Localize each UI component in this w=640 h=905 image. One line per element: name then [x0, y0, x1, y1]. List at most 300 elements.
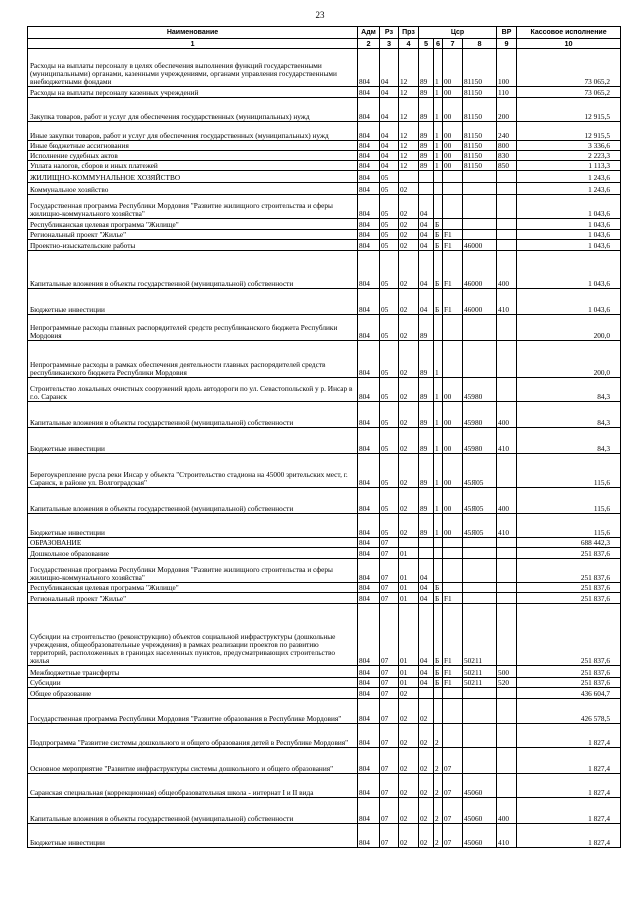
row-vr: 830 — [497, 151, 517, 161]
row-name: Капитальные вложения в объекты государственной (муниципальной) собственности — [28, 251, 358, 289]
row-prz: 12 — [399, 151, 419, 161]
row-prz: 01 — [399, 604, 419, 666]
row-csr-direction — [463, 688, 497, 699]
row-name: Капитальные вложения в объекты государственной (муниципальной) собственности — [28, 402, 358, 428]
row-csr-event — [443, 538, 463, 548]
row-amount: 84,3 — [517, 378, 621, 402]
row-name: Коммунальное хозяйство — [28, 183, 358, 195]
row-csr-subprogram — [434, 688, 443, 699]
row-prz: 01 — [399, 678, 419, 688]
row-vr: 520 — [497, 678, 517, 688]
row-csr-subprogram — [434, 548, 443, 559]
row-csr-subprogram: 1 — [434, 402, 443, 428]
table-row — [28, 699, 621, 724]
row-csr-subprogram: 2 — [434, 748, 443, 774]
table-row — [28, 824, 621, 848]
row-amount: 200,0 — [517, 341, 621, 378]
row-rz: 07 — [380, 824, 399, 848]
row-prz: 12 — [399, 122, 419, 141]
table-row — [28, 122, 621, 141]
column-number: 9 — [497, 39, 517, 49]
row-amount: 688 442,3 — [517, 538, 621, 548]
row-name: Региональный проект "Жилье" — [28, 593, 358, 604]
row-vr — [497, 724, 517, 748]
row-csr-event: 07 — [443, 824, 463, 848]
row-name: Общее образование — [28, 688, 358, 699]
row-prz: 02 — [399, 289, 419, 315]
row-prz: 01 — [399, 593, 419, 604]
table-row — [28, 678, 621, 688]
row-name: Основное мероприятие "Развитие инфраструктуры системы дошкольного и общего образования" — [28, 748, 358, 774]
column-number: 7 — [443, 39, 463, 49]
row-csr-direction: 46000 — [463, 251, 497, 289]
row-csr-subprogram: Б — [434, 583, 443, 593]
row-amount: 251 837,6 — [517, 583, 621, 593]
row-adm: 804 — [358, 538, 380, 548]
table-row — [28, 559, 621, 583]
row-name: Субсидии — [28, 678, 358, 688]
row-rz: 07 — [380, 593, 399, 604]
row-adm: 804 — [358, 514, 380, 538]
row-csr-direction — [463, 559, 497, 583]
row-csr-program: 89 — [419, 98, 434, 122]
row-prz: 02 — [399, 514, 419, 538]
column-number-row — [28, 39, 621, 49]
row-rz: 05 — [380, 240, 399, 251]
row-vr: 410 — [497, 514, 517, 538]
row-csr-program: 89 — [419, 315, 434, 341]
row-rz: 05 — [380, 488, 399, 514]
row-name: Исполнение судебных актов — [28, 151, 358, 161]
row-vr — [497, 688, 517, 699]
row-csr-event — [443, 688, 463, 699]
column-number: 8 — [463, 39, 497, 49]
row-csr-program: 02 — [419, 774, 434, 798]
row-csr-subprogram: 1 — [434, 341, 443, 378]
row-amount: 84,3 — [517, 402, 621, 428]
budget-table — [27, 26, 621, 848]
row-csr-direction: 45980 — [463, 378, 497, 402]
row-name: Дошкольное образование — [28, 548, 358, 559]
row-rz: 04 — [380, 49, 399, 87]
row-csr-event: 00 — [443, 454, 463, 488]
row-rz: 07 — [380, 688, 399, 699]
table-row — [28, 402, 621, 428]
row-csr-event: F1 — [443, 593, 463, 604]
row-csr-subprogram: 2 — [434, 724, 443, 748]
row-adm: 804 — [358, 315, 380, 341]
row-csr-event: F1 — [443, 240, 463, 251]
table-row — [28, 315, 621, 341]
row-amount: 84,3 — [517, 428, 621, 454]
row-amount: 1 043,6 — [517, 289, 621, 315]
row-csr-event — [443, 315, 463, 341]
row-name: Субсидии на строительство (реконструкцию) объектов социальной инфраструктуры (дошкольные учреждения, общеобразовательные учреждения) в рамках реализации проектов по развитию территорий, расположенных в границах населенных пунктов, предусматривающих строительство жилья — [28, 604, 358, 666]
row-csr-direction: 45Я05 — [463, 488, 497, 514]
row-csr-program: 04 — [419, 251, 434, 289]
row-vr: 400 — [497, 402, 517, 428]
row-rz: 05 — [380, 219, 399, 230]
row-vr — [497, 699, 517, 724]
row-adm: 804 — [358, 161, 380, 171]
row-vr — [497, 219, 517, 230]
column-number: 6 — [434, 39, 443, 49]
row-rz: 07 — [380, 798, 399, 824]
row-vr: 400 — [497, 798, 517, 824]
row-rz: 07 — [380, 538, 399, 548]
row-csr-event: 00 — [443, 98, 463, 122]
row-name: ЖИЛИЩНО-КОММУНАЛЬНОЕ ХОЗЯЙСТВО — [28, 171, 358, 183]
table-row — [28, 195, 621, 219]
row-amount: 1 043,6 — [517, 219, 621, 230]
table-row — [28, 688, 621, 699]
row-amount: 2 223,3 — [517, 151, 621, 161]
row-amount: 426 578,5 — [517, 699, 621, 724]
row-csr-subprogram: 1 — [434, 87, 443, 98]
header-rz: Рз — [380, 27, 399, 39]
row-name: Расходы на выплаты персоналу казенных учреждений — [28, 87, 358, 98]
row-amount: 3 336,6 — [517, 141, 621, 151]
row-csr-direction — [463, 183, 497, 195]
row-csr-event: 00 — [443, 428, 463, 454]
row-amount: 251 837,6 — [517, 678, 621, 688]
row-csr-event: 00 — [443, 141, 463, 151]
row-csr-program: 89 — [419, 514, 434, 538]
table-row — [28, 593, 621, 604]
row-amount: 12 915,5 — [517, 122, 621, 141]
row-csr-event: F1 — [443, 289, 463, 315]
table-row — [28, 151, 621, 161]
row-csr-subprogram — [434, 315, 443, 341]
row-adm: 804 — [358, 559, 380, 583]
row-csr-direction — [463, 219, 497, 230]
row-csr-program — [419, 183, 434, 195]
row-amount: 1 827,4 — [517, 824, 621, 848]
row-prz: 02 — [399, 748, 419, 774]
row-csr-program: 04 — [419, 583, 434, 593]
row-vr: 410 — [497, 289, 517, 315]
row-csr-event: 00 — [443, 161, 463, 171]
row-amount: 1 043,6 — [517, 230, 621, 240]
row-csr-program: 89 — [419, 378, 434, 402]
row-adm: 804 — [358, 583, 380, 593]
row-adm: 804 — [358, 688, 380, 699]
row-name: Бюджетные инвестиции — [28, 824, 358, 848]
row-csr-subprogram: 1 — [434, 378, 443, 402]
row-adm: 804 — [358, 724, 380, 748]
row-prz: 01 — [399, 548, 419, 559]
row-csr-event: 00 — [443, 151, 463, 161]
row-rz: 07 — [380, 548, 399, 559]
row-rz: 05 — [380, 454, 399, 488]
row-csr-direction — [463, 724, 497, 748]
row-name: Бюджетные инвестиции — [28, 289, 358, 315]
table-row — [28, 428, 621, 454]
row-csr-direction — [463, 315, 497, 341]
row-rz: 07 — [380, 724, 399, 748]
row-vr — [497, 774, 517, 798]
row-csr-subprogram — [434, 699, 443, 724]
row-csr-event: F1 — [443, 678, 463, 688]
table-row — [28, 240, 621, 251]
row-adm: 804 — [358, 666, 380, 678]
row-csr-program: 89 — [419, 87, 434, 98]
row-adm: 804 — [358, 824, 380, 848]
row-csr-program: 04 — [419, 678, 434, 688]
row-amount: 12 915,5 — [517, 98, 621, 122]
row-csr-program: 04 — [419, 240, 434, 251]
row-csr-program: 04 — [419, 230, 434, 240]
row-csr-subprogram: Б — [434, 678, 443, 688]
row-vr — [497, 559, 517, 583]
row-amount: 251 837,6 — [517, 593, 621, 604]
row-rz: 07 — [380, 678, 399, 688]
row-csr-event: 00 — [443, 87, 463, 98]
row-csr-subprogram: Б — [434, 230, 443, 240]
row-name: Межбюджетные трансферты — [28, 666, 358, 678]
row-rz: 07 — [380, 748, 399, 774]
row-vr: 110 — [497, 87, 517, 98]
row-csr-direction — [463, 548, 497, 559]
row-name: Уплата налогов, сборов и иных платежей — [28, 161, 358, 171]
column-number: 5 — [419, 39, 434, 49]
row-csr-program: 04 — [419, 559, 434, 583]
row-amount: 1 243,6 — [517, 171, 621, 183]
row-csr-direction: 81150 — [463, 49, 497, 87]
row-prz: 02 — [399, 378, 419, 402]
row-csr-program: 89 — [419, 161, 434, 171]
table-row — [28, 183, 621, 195]
row-csr-event: 00 — [443, 488, 463, 514]
row-csr-direction: 45Я05 — [463, 454, 497, 488]
row-rz: 04 — [380, 151, 399, 161]
row-csr-program: 89 — [419, 454, 434, 488]
row-rz: 07 — [380, 604, 399, 666]
row-amount: 1 827,4 — [517, 798, 621, 824]
row-rz: 07 — [380, 699, 399, 724]
table-row — [28, 219, 621, 230]
row-prz: 01 — [399, 559, 419, 583]
row-rz: 04 — [380, 122, 399, 141]
row-csr-program: 89 — [419, 151, 434, 161]
row-csr-program: 02 — [419, 699, 434, 724]
row-vr — [497, 315, 517, 341]
row-adm: 804 — [358, 183, 380, 195]
row-csr-event — [443, 171, 463, 183]
row-csr-program: 89 — [419, 488, 434, 514]
row-prz: 12 — [399, 87, 419, 98]
row-adm: 804 — [358, 798, 380, 824]
row-csr-subprogram: 1 — [434, 488, 443, 514]
row-csr-direction: 45060 — [463, 824, 497, 848]
table-row — [28, 454, 621, 488]
row-vr: 400 — [497, 488, 517, 514]
row-csr-program: 04 — [419, 666, 434, 678]
row-rz: 05 — [380, 289, 399, 315]
row-vr — [497, 583, 517, 593]
row-csr-subprogram: 2 — [434, 798, 443, 824]
row-name: Саранская специальная (коррекционная) общеобразовательная школа - интернат I и II вида — [28, 774, 358, 798]
column-number: 2 — [358, 39, 380, 49]
row-csr-direction: 45980 — [463, 402, 497, 428]
row-vr: 200 — [497, 98, 517, 122]
row-rz: 05 — [380, 315, 399, 341]
row-name: Иные бюджетные ассигнования — [28, 141, 358, 151]
row-csr-program: 02 — [419, 748, 434, 774]
row-csr-program: 04 — [419, 593, 434, 604]
row-csr-program: 89 — [419, 341, 434, 378]
row-vr — [497, 378, 517, 402]
row-csr-subprogram: Б — [434, 251, 443, 289]
row-csr-subprogram: 1 — [434, 454, 443, 488]
row-amount: 115,6 — [517, 454, 621, 488]
row-amount: 1 043,6 — [517, 195, 621, 219]
row-prz: 02 — [399, 488, 419, 514]
row-csr-direction: 81150 — [463, 98, 497, 122]
table-row — [28, 604, 621, 666]
row-rz: 05 — [380, 428, 399, 454]
row-adm: 804 — [358, 230, 380, 240]
row-vr — [497, 593, 517, 604]
row-amount: 1 243,6 — [517, 183, 621, 195]
table-row — [28, 666, 621, 678]
page-number: 23 — [315, 10, 325, 20]
row-vr — [497, 538, 517, 548]
table-row — [28, 171, 621, 183]
row-csr-subprogram: 1 — [434, 151, 443, 161]
row-csr-subprogram: 1 — [434, 141, 443, 151]
row-prz: 12 — [399, 49, 419, 87]
row-csr-direction: 81150 — [463, 141, 497, 151]
row-vr — [497, 341, 517, 378]
row-csr-direction — [463, 230, 497, 240]
row-vr: 500 — [497, 666, 517, 678]
row-amount: 115,6 — [517, 514, 621, 538]
row-csr-subprogram: 1 — [434, 122, 443, 141]
row-csr-event — [443, 341, 463, 378]
row-adm: 804 — [358, 548, 380, 559]
header-row — [28, 27, 621, 39]
row-csr-program: 02 — [419, 824, 434, 848]
column-number: 4 — [399, 39, 419, 49]
row-csr-event: 07 — [443, 748, 463, 774]
row-vr: 240 — [497, 122, 517, 141]
row-adm: 804 — [358, 151, 380, 161]
row-adm: 804 — [358, 454, 380, 488]
row-adm: 804 — [358, 240, 380, 251]
row-csr-direction — [463, 538, 497, 548]
row-csr-program: 89 — [419, 141, 434, 151]
row-prz: 02 — [399, 402, 419, 428]
row-amount: 1 827,4 — [517, 774, 621, 798]
row-name: Государственная программа Республики Мордовия "Развитие жилищного строительства и сферы жилищно-коммунального хозяйства" — [28, 195, 358, 219]
row-name: Капитальные вложения в объекты государственной (муниципальной) собственности — [28, 798, 358, 824]
row-adm: 804 — [358, 678, 380, 688]
row-vr: 410 — [497, 428, 517, 454]
row-prz: 02 — [399, 699, 419, 724]
row-csr-direction: 46000 — [463, 240, 497, 251]
table-row — [28, 514, 621, 538]
row-amount: 1 043,6 — [517, 251, 621, 289]
row-csr-program: 89 — [419, 122, 434, 141]
row-csr-program: 04 — [419, 289, 434, 315]
row-csr-direction: 46000 — [463, 289, 497, 315]
table-row — [28, 583, 621, 593]
row-amount: 1 043,6 — [517, 240, 621, 251]
row-csr-event — [443, 724, 463, 748]
row-name: Проектно-изыскательские работы — [28, 240, 358, 251]
row-csr-subprogram: 1 — [434, 428, 443, 454]
row-csr-direction — [463, 748, 497, 774]
row-name: Государственная программа Республики Мордовия "Развитие жилищного строительства и сферы жилищно-коммунального хозяйства" — [28, 559, 358, 583]
row-amount: 115,6 — [517, 488, 621, 514]
row-name: Иные закупки товаров, работ и услуг для обеспечения государственных (муниципальных) нужд — [28, 122, 358, 141]
row-prz: 02 — [399, 219, 419, 230]
row-name: Государственная программа Республики Мордовия "Развитие образования в Республике Мордовия" — [28, 699, 358, 724]
row-amount: 251 837,6 — [517, 666, 621, 678]
row-csr-direction: 45Я05 — [463, 514, 497, 538]
row-csr-event: 07 — [443, 798, 463, 824]
row-adm: 804 — [358, 87, 380, 98]
row-csr-subprogram — [434, 538, 443, 548]
table-row — [28, 141, 621, 151]
row-adm: 804 — [358, 593, 380, 604]
row-csr-direction: 45060 — [463, 798, 497, 824]
row-name: Берегоукрепление русла реки Инсар у объекта "Строительство стадиона на 45000 зрительских мест, г. Саранск, в районе ул. Волгоградская" — [28, 454, 358, 488]
row-csr-event — [443, 699, 463, 724]
row-prz: 02 — [399, 240, 419, 251]
row-csr-subprogram: 2 — [434, 774, 443, 798]
row-csr-subprogram: Б — [434, 604, 443, 666]
table-row — [28, 774, 621, 798]
row-adm: 804 — [358, 195, 380, 219]
row-vr — [497, 454, 517, 488]
row-amount: 251 837,6 — [517, 548, 621, 559]
row-csr-program: 89 — [419, 49, 434, 87]
table-row — [28, 161, 621, 171]
header-vr: ВР — [497, 27, 517, 39]
row-prz: 02 — [399, 454, 419, 488]
row-csr-direction — [463, 699, 497, 724]
row-adm: 804 — [358, 341, 380, 378]
row-csr-subprogram — [434, 183, 443, 195]
table-row — [28, 378, 621, 402]
row-rz: 05 — [380, 341, 399, 378]
header-adm: Адм — [358, 27, 380, 39]
table-row — [28, 488, 621, 514]
row-amount: 251 837,6 — [517, 559, 621, 583]
row-csr-direction — [463, 341, 497, 378]
table-row — [28, 341, 621, 378]
row-rz: 07 — [380, 583, 399, 593]
row-csr-event: 00 — [443, 49, 463, 87]
row-prz: 02 — [399, 724, 419, 748]
row-csr-subprogram: 1 — [434, 49, 443, 87]
row-prz: 02 — [399, 688, 419, 699]
row-csr-direction: 81150 — [463, 87, 497, 98]
column-number: 1 — [28, 39, 358, 49]
row-prz: 01 — [399, 666, 419, 678]
row-csr-subprogram — [434, 171, 443, 183]
table-row — [28, 87, 621, 98]
row-name: ОБРАЗОВАНИЕ — [28, 538, 358, 548]
row-rz: 04 — [380, 141, 399, 151]
column-number: 10 — [517, 39, 621, 49]
table-row — [28, 98, 621, 122]
row-name: Непрограммные расходы в рамках обеспечения деятельности главных распорядителей средств республиканского бюджета Республики Мордовия — [28, 341, 358, 378]
row-amount: 73 065,2 — [517, 49, 621, 87]
row-adm: 804 — [358, 402, 380, 428]
